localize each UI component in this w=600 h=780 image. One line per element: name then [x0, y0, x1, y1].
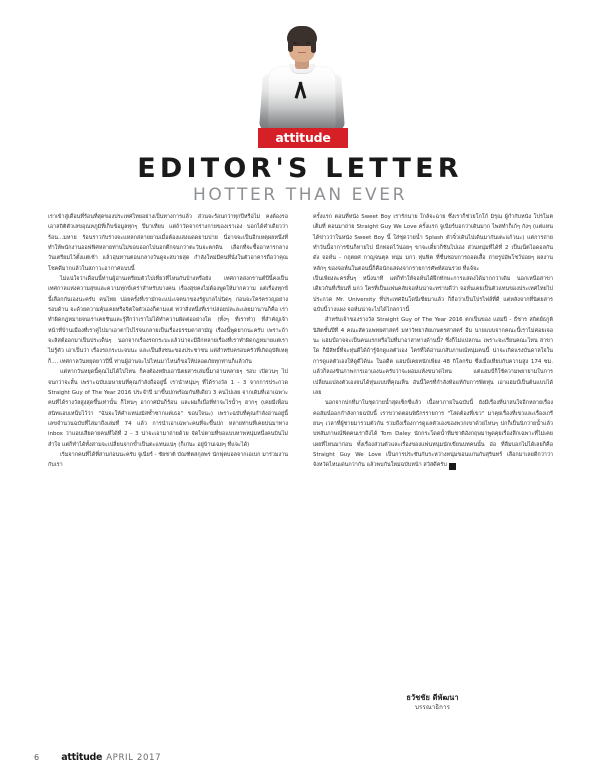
mourning-ribbon-icon [299, 82, 303, 99]
footer-logo-text: attitude [61, 752, 103, 763]
right-text-column [313, 212, 553, 471]
attitude-logo-text: attitude [275, 129, 331, 145]
editor-name: ธวัชชัย ดีพัฒนา [406, 693, 459, 702]
hair [287, 26, 317, 46]
paragraph-with-endmark [313, 398, 553, 470]
paragraph: ครั้งแรก ตอนที่หนัง Sweet Boy เรารักนาย ใกล้จะฉาย ซึ่งเราก็ช่วยโกโก้ มิรุณ ผู้กำกับหนัง โปรโมตเต็มที่ ตอนมาถ่าย Straight Guy We Love ครั้งแรก จูเนียร์บอกว่าเดินมาก ไพสทำก็เก้ๆ กังๆ (แต่แหน ได้ข่าวว่าในหนัง Sweet Boy นี้ ใส่ชุดว่ายน้ำ Splash ตัวจิ๋วเดินไปเดินมากันเตะแก้วนะ) แต่การถ่ายทำวันนี้อาการขินก็หายไป มีกทอดไว้น่อยๆ ขาจะเดี๋ยวก็ชินไปเอง ส่วนหนุ่มที่ได้ที่ 2 เป็นเน็ตไอดอลกันดัง จอห์น - กฤตยศ กาญจนตุล หนุ่ม มกว หุ่นฟิต ที่ชื่นชอบการถอดเสื้อ ถ่ายรูปอัพโชว์บ่อยๆ ผลงานหลักๆ ของจอห์นในตอนนี้ก็คือนักแสดงจากรายการศัพท์สอนรวย ที่แจ้จะ [313, 214, 553, 272]
footer-brand [61, 752, 161, 763]
editor-signature [310, 692, 555, 713]
attitude-logo-badge [258, 128, 348, 148]
paragraph: เราเข้าสู่เดือนที่ร้อนที่สุดของประเทศไทยอย่างเป็นทางการแล้ว ส่วนจะร้อนกว่าทุกปีหรือไม่ คงต้องรอเอาสถิติตัวเลขอุณหภูมิที่เก็บข้อมูลทุกๆ ปีมาเทียบ แต่ถ้าวัดจากร่างกายของเราเอง บอกได้คำเดียวว่าร้อน...มหาย ร้อนราวกับร่างจะแหลกสลายยามเมื่อต้องแสงแดดยามบ่าย นี่อาจจะเป็นอีกเหตุผลหนึ่งที่ทำให้พนักงานออฟฟิศหลายท่านไม่ขอบออกไปนอกตึกจนกว่าตะวันจะตกดิน เลือกที่จะซื้ออาหารกลางวันเตรียมไว้ตั้งแต่เช้า แล้วอุ่นทานตอนกลางวันดูจะสบายสุด กำลังใหม่มีคนที่นั่งในตัวอาคารถือว่าคุณโชคดีมากแล้วในสภาวะอากาศแบบนี้ [48, 214, 288, 272]
right-eye [306, 42, 310, 44]
end-of-article-mark: a [449, 463, 456, 470]
left-text-column [48, 212, 288, 471]
page-number: 6 [34, 753, 40, 762]
editor-portrait-photo [262, 24, 342, 136]
editor-role: บรรณาธิการ [414, 704, 450, 711]
page-footer [34, 752, 161, 763]
hero-section [0, 0, 600, 150]
footer-issue-date: APRIL 2017 [106, 753, 162, 763]
paragraph: เริ่มจากคนที่ได้ที่สามก่อนนะครับ จูเนียร์ - ชัยชาติ บัณฑิตสกุลพร นักฟุตบอลจากเอเบก มาร่วมงานกับเรา [48, 451, 288, 469]
page-title: EDITOR'S LETTER [137, 153, 463, 184]
paragraph: แต่หากวันหยุดนี้คุณไม่ได้ไปไหน ก็คงต้องหยิบเอานิตยสารเล่มนี้มาอ่านหลายๆ รอบ เปิดวนๆ ไปจนกว่าจะสิ้น เพราะฉบับเมษายนที่คุณกำลังถืออยู่นี้ เรานำหนุ่มๆ ที่ได้รางวัล 1 - 3 จากการประกวด Straight Guy of The Year 2016 ประจำปี มาขึ้นปกพร้อมกันทีเดียว 3 คนไปเลย จากเดิมที่เอาเฉพาะคนที่ได้รางวัลสูงสุดขึ้นเท่านั้น ก็ไหนๆ อากาศมันก็ร้อน และผมก็เบื่อที่ท่าจะไรน้ำๆ ฮากๆ (เคยมีเพื่อนสนิทแอบเหน็บไว้ว่า "ฉันจะให้คำแหน่งมิสซ้ำซากแต่เธอ" ขอบใจนะ) เพราะฉบับที่คุณกำลังอ่านอยู่นี้ เลขจำนวนฉบับที่ไล่มาถึงเล่มที่ 74 แล้ว การนำเอาเฉพาะคนที่จะขึ้นปก หลายท่านที่เคยบ่นมาทาง inbox ว่าแอบเสียดายคนที่ได้ที่ 2 - 3 น่าจะเอามาถ่ายด้วย จัดไปตามที่ขอแบบหาพหนุ่มหนึ่งคนบินไม่ลำใจ แต่ก็ทำได้ทั้งสามจะเปลี่ยนจากข้ำเป็นตะแทนแน่ๆ (ก็เก่นะ อยู่บ้านเฉยๆ ที่แจะได้) [48, 369, 288, 448]
sweatshirt-body [268, 66, 336, 136]
paragraph: เป็นเพียงละครสั้นๆ หนึ่งนาที แต่ก็ทำให้จอห์นได้ฝึกทักษะการแสดงได้มากกว่าเดิม นอกเหนือสาขาเดียวกันที่เรียนที่ มกว ใครที่เป็นแฟนคลับจอห์นน่าจะทราบดีว่า จอห์นเคยเป็นตัวแทนของประเทศไทยไปประกวด Mr. University ที่ประเทศอินโดนีเซียมาแล้ว ก็ถือว่าเป็นโปรไฟล์ที่ดี แต่หลังจากที่นิตยสารฉบับนี้วางแผง จอห์นน่าจะไปได้ไกลกว่านี้ [313, 276, 553, 314]
paragraph: ไม่แน่ใจว่าเดือนนี้ท่านผู้อ่านเตรียมตัวไปเที่ยวที่ไหนกันบ้างหรือยัง เทศกาลสงกรานต์ปีนี้คงเป็นเทศกาลแห่งความสุขและความทุกข์เคร่าสำหรับบางคน เรื่องสุขคงไม่ต้องพูดให้มากความ แต่เรื่องทุกข์นี้เลือกกันเองนะครับ คนไทย บ่อยครั้งที่เรามักจะแปะเจตนาของรัฐบาลไปนิดๆ ก่อนจะใคร่ครวญอย่างรอบด้าน จะด้วยความคุ้นเคยหรือจิตใจตัวเองก็ตามแต่ ทว่าสิ่งหนึ่งที่เราปล่อยปละละเลยมานานก็คือ เราทำผิดกฎหมายจนเราเคยชินและรู้สึกว่าเราไม่ได้ทำความผิดต่ออย่างใด (ทั้งๆ ที่เราทำ) ที่สำคัญเจ้าหน้าที่บ้านเมืองที่เราคู่ไปมาเอาตาไปไร่จนกลายเป็นเรื่องธรรมดาสามัญ เรื่องนี้พูดยากนะครับ เพราะถ้าจะลิสต์ออกมาเป็นประเด็นๆ นอกจากเรื่องรถกระบะแล้วน่าจะมีอีกหลายเรื่องที่เราทำผิดกฎหมายแต่เราไม่รู้ตัว เอาเป็นว่า เรื่องรถกระบะจบนะ และเป็นสิ่งชนะของประชาชน แต่สำหรับครอบครัวที่เกิดอุบัติเหตุก็.... เทศกาลวันหยุดยาวปีนี้ ท่านผู้อ่านจะไปไหนมาไหนก็ขอให้ปลอดภัยทุกท่านก็แล้วกัน [48, 276, 288, 365]
article-body [48, 212, 553, 471]
paragraph-text: นอกจากปกที่มาในชุดว่ายน้ำสุดเซ็กซี่แล้ว เนื้อหาภายในฉบับนี้ ยังมีเรื่องที่น่าสนใจอีกหลายเรื่อง คอลัมน์ออกกำลังกายฉบับนี้ เราขวาดตอนพิธีกรรายการ "โสดต้องที่เขว" มาคุยเรื่องที่เขวและเรื่องเกรียนๆ เวลาที่ผู้ชายมารวมตัวกัน รวมถึงเรื่องการดูแลตัวเองของพวกเขาด้วยไหนๆ ปกก็เป็นนิกว่ายน้ำแล้ว บทสัมภาษณ์ฟิตคนเราถึงได้ Tom Daley นักกระโดดน้ำทีมชาติอังกฤษมาพูดคุยเรื่องลึกเฉพาะที่ไม่เคยเผยที่ไหนมาก่อน ทั้งเรื่องส่วนตัวและเรื่องของแฟนหนุ่มนักเขียนบทคนนั้น อ๋อ ที่ลืมบอกไม่ได้เลยก็คือ Straight Guy We Love เป็นการประชันกันระหว่างหนุ่มขอนแก่นกับสุรินทร์ เลือกมาเลยดีกว่าว่าจังหวัดไหนเด่นกว่ากัน แล้วพบกันใหม่ฉบับหน้า สวัสดีครับ [313, 400, 553, 469]
paragraph: สำหรับเจ้าของรางวัล Straight Guy of The Year 2016 ตกเป็นของ แฮมปี - ธีชาร สถิตย์ธกูติ นิสิตชั้นปีที่ 4 คณะสัตวแพทยศาสตร์ มหาวิทยาลัยเกษตรศาสตร์ อีม นายแบบจากคณะนี้เราไม่ค่อยเจอนะ แฮมป์อาจจะเป็นคนแรกหรือไม่ที่มาอาสาทางด้านนี้? ซึ่งก็ไม่แปลกนะ เพราะจะเรียนคณะไหน สาขาใด ก็มีสิทธิ์ที่จะหุ่นดีได้ถ้ารู้จักดูแลตัวเอง ใครที่ได้อ่านเกสับภาษณ์หนุ่มคนนี้ น่าจะเกิดแรงบันดาลใจในการดูแลตัวเองให้ดูดีได้นะ ในอดีต แฮมป์เคยหนักเพียง 48 กิโลกรัม ซึ่งเมื่อเทียบกับความสูง 174 ซม. แล้วก็ลองขินภาพการเอาเองนะครับว่าจะผอมแห้งขนาดไหน แต่แฮมป์ก็ใช้ความพยายามในการเปลี่ยนแปลงตัวเองจนได้หุ่นแบบที่คุณเห็น อันนี้ใครที่กำลังท้อแท้กับการฟิตหุ่น เอาแฮมป์เป็นต้นแบบได้เลย [313, 317, 553, 396]
left-eye [293, 42, 297, 44]
page-subtitle: HOTTER THAN EVER [192, 185, 408, 205]
